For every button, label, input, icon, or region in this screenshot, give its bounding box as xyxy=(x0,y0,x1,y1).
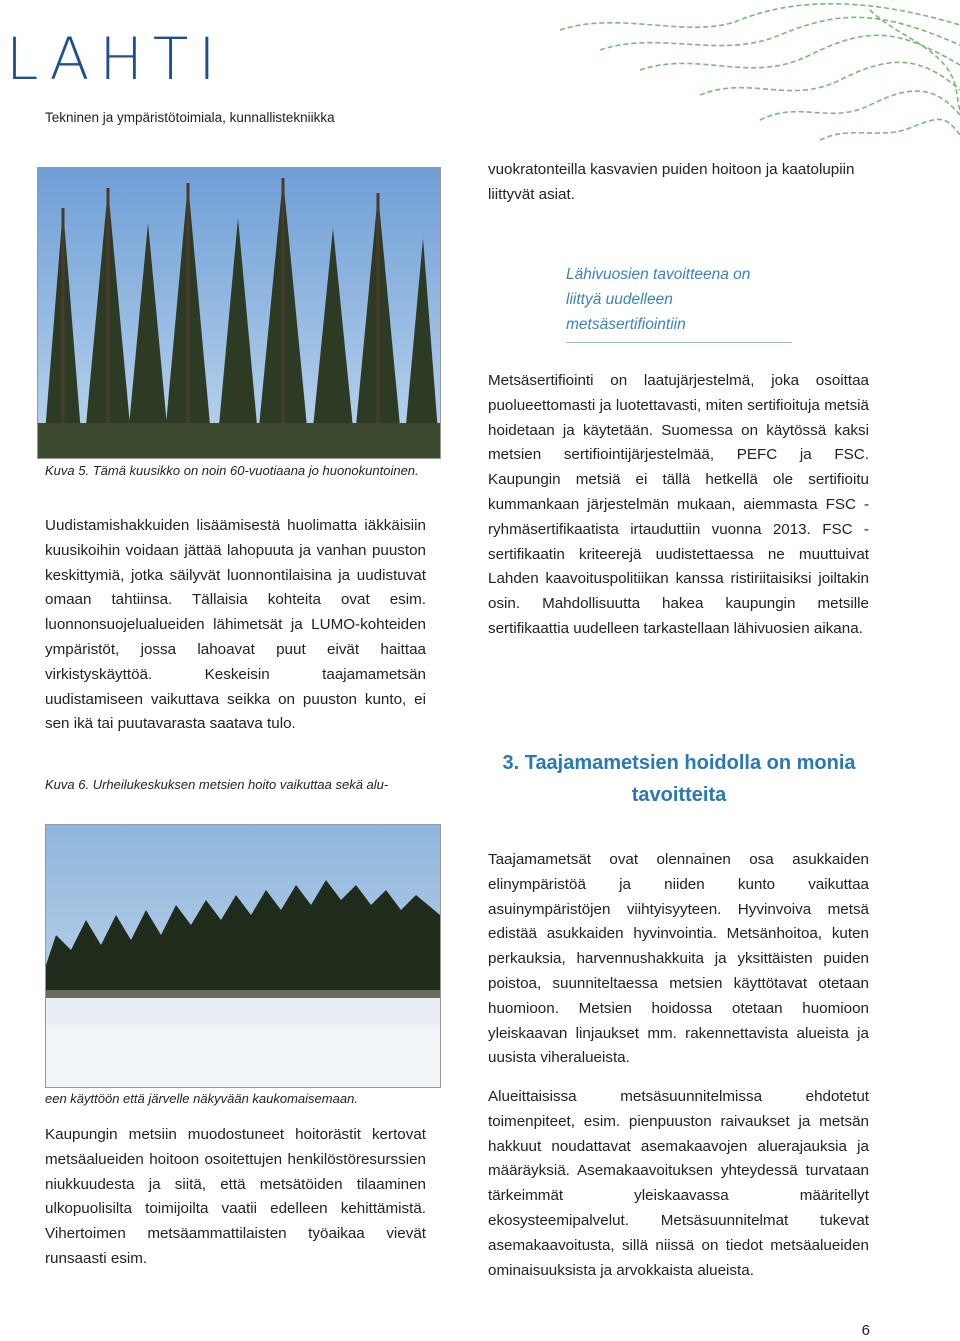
lahti-logo: LAHTI xyxy=(6,25,226,93)
figure5-caption: Kuva 5. Tämä kuusikko on noin 60-vuotiaana jo huonokuntoinen. xyxy=(45,463,419,478)
section-heading-line-2: tavoitteita xyxy=(631,784,727,806)
figure6-caption-start: Kuva 6. Urheilukeskuksen metsien hoito vaikuttaa sekä alu- xyxy=(45,777,389,792)
contour-decoration xyxy=(540,0,960,145)
right-paragraph-1: Metsäsertifiointi on laatujärjestelmä, joka osoittaa puolueettomasti ja luotettavasti, miten sertifioituja metsiä hoidetaan ja käytetään. Suomessa on käytössä kaksi metsien sertifiointijärjestelmää, PEFC ja FSC. Kaupungin metsiä ei tällä hetkellä ole sertifioitu kummankaan järjestelmän mukaan, aiemmasta FSC -ryhmäsertifikaatista irtauduttiin vuonna 2013. FSC -sertifikaatin kriteerejä uudistettaessa ne muuttuivat Lahden kaavoituspolitiikan kanssa ristiriitaisiksi joiltakin osin. Mahdollisuutta hakea kaupungin metsille sertifikaattia uudelleen tarkastellaan lähivuosien aikana. xyxy=(488,372,869,637)
pull-quote-line-2: liittyä uudelleen xyxy=(566,291,673,308)
department-subtitle: Tekninen ja ympäristötoimiala, kunnallistekniikka xyxy=(45,110,335,125)
pull-quote-line-3: metsäsertifiointiin xyxy=(566,316,686,333)
pull-quote-rule xyxy=(566,342,792,343)
figure5-photo xyxy=(37,167,441,459)
pull-quote xyxy=(566,262,792,337)
right-paragraph-0: vuokratonteilla kasvavien puiden hoitoon ja kaatolupiin liittyvät asiat. xyxy=(488,161,855,203)
figure6-photo xyxy=(45,824,441,1088)
right-paragraph-2: Taajamametsät ovat olennainen osa asukkaiden elinympäristöä ja niiden kunto vaikuttaa asuinympäristöjen viihtyisyyteen. Hyvinvoiva metsä edistää asukkaiden hyvinvointia. Metsänhoitoa, kuten perkauksia, harvennushakkuita ja yksittäisten puiden poistoa, suunniteltaessa metsien käyttötavat otetaan huomioon. Metsien hoidossa otetaan huomioon yleiskaavan linjaukset mm. rakennettavista alueista ja uusista viheralueista. xyxy=(488,851,869,1067)
left-paragraph-2: Kaupungin metsiin muodostuneet hoitorästit kertovat metsäalueiden hoitoon osoitettujen henkilöstöresurssien niukkuudesta ja siitä, että metsätöiden tilaaminen ulkopuolisilta toimijoilta vaatii edelleen kehittämistä. Vihertoimen metsäammattilaisten työaikaa vievät runsaasti esim. xyxy=(45,1126,426,1267)
right-paragraph-3: Alueittaisissa metsäsuunnitelmissa ehdotetut toimenpiteet, esim. pienpuuston raivaukset ja metsän hakkuut noudattavat asemakaavojen aluerajauksia ja määräyksiä. Asemakaavoituksen yhteydessä turvataan tärkeimmät yleiskaavassa määritellyt ekosysteemipalvelut. Metsäsuunnitelmat tukevat asemakaavoitusta, sillä niissä on tiedot metsäalueiden ominaisuuksista ja arvokkaista alueista. xyxy=(488,1088,869,1279)
section-heading-line-1: 3. Taajamametsien hoidolla on monia xyxy=(502,752,856,774)
left-paragraph-1: Uudistamishakkuiden lisäämisestä huolimatta iäkkäisiin kuusikoihin voidaan jättää lahopuuta ja vanhan puuston keskittymiä, jotka säilyvät luonnontilaisina ja uudistuvat omaan tahtiinsa. Tällaisia kohteita ovat esim. luonnonsuojelualueiden lähimetsät ja LUMO-kohteiden ympäristöt, jossa lahoavat puut eivät haittaa virkistyskäyttöä. Keskeisin taajamametsän uudistamiseen vaikuttava seikka on puuston kunto, ei sen ikä tai puutavarasta saatava tulo. xyxy=(45,517,426,733)
figure6-caption-end: een käyttöön että järvelle näkyvään kaukomaisemaan. xyxy=(45,1091,358,1106)
page-number: 6 xyxy=(861,1322,870,1339)
section-heading xyxy=(487,747,871,811)
pull-quote-line-1: Lähivuosien tavoitteena on xyxy=(566,266,751,283)
